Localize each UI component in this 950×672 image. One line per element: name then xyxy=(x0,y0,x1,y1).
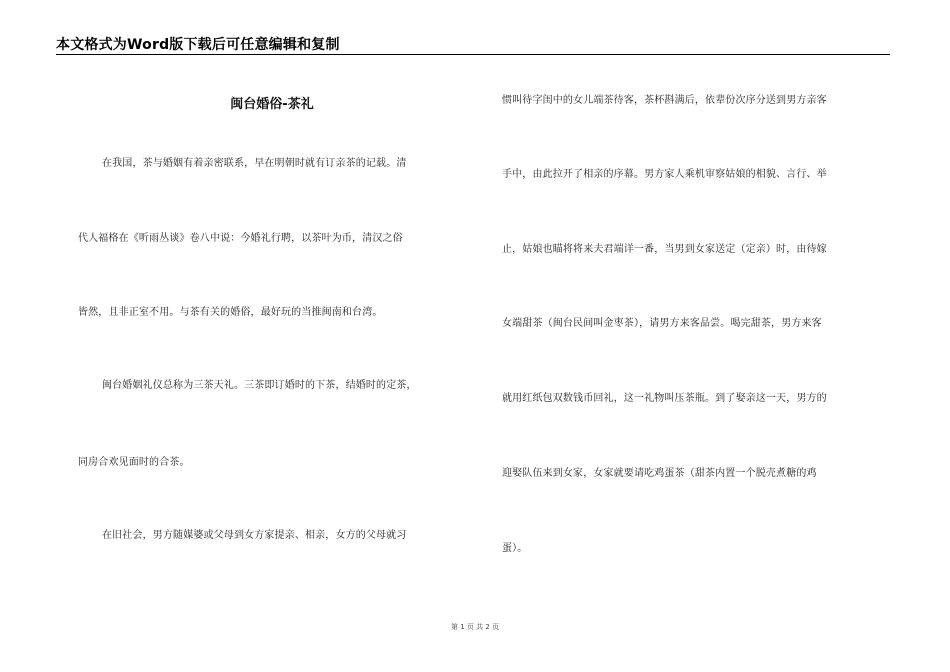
header-divider xyxy=(56,54,890,55)
document-header: 本文格式为Word版下载后可任意编辑和复制 xyxy=(56,37,340,53)
document-title: 闽台婚俗-茶礼 xyxy=(230,97,314,112)
paragraph-line: 闽台婚姻礼仪总称为三茶天礼。三茶即订婚时的下茶，结婚时的定茶， xyxy=(102,380,417,391)
paragraph-line: 代人福格在《听雨丛谈》卷八中说：今婚礼行聘，以茶叶为币，清汉之俗 xyxy=(78,233,403,244)
paragraph-line: 同房合欢见面时的合茶。 xyxy=(78,457,190,468)
paragraph-line: 女端甜茶（闽台民间叫金枣茶），请男方来客品尝。喝完甜茶，男方来客 xyxy=(502,318,822,329)
paragraph-line: 在我国，茶与婚姻有着亲密联系，早在明朝时就有订亲茶的记载。清 xyxy=(102,158,407,169)
paragraph-line: 手中，由此拉开了相亲的序幕。男方家人乘机审察姑娘的相貌、言行、举 xyxy=(502,169,827,180)
paragraph-line: 在旧社会，男方随媒婆或父母到女方家提亲、相亲，女方的父母就习 xyxy=(102,530,407,541)
paragraph-line: 蛋）。 xyxy=(502,543,528,554)
page-number: 第 1 页 共 2 页 xyxy=(450,623,500,631)
paragraph-line: 就用红纸包双数钱币回礼，这一礼物叫压茶瓶。到了娶亲这一天，男方的 xyxy=(502,393,827,404)
paragraph-line: 惯叫待字闺中的女儿端茶待客，茶杯斟满后，依辈份次序分送到男方亲客 xyxy=(502,95,827,106)
paragraph-line: 止，姑娘也瞄将将来夫君端详一番，当男到女家送定（定亲）时，由待嫁 xyxy=(502,244,827,255)
paragraph-line: 皆然，且非正室不用。与茶有关的婚俗，最好玩的当推闽南和台湾。 xyxy=(78,307,383,318)
paragraph-line: 迎娶队伍来到女家，女家就要请吃鸡蛋茶（甜茶内置一个脱壳煮糖的鸡 xyxy=(502,468,817,479)
